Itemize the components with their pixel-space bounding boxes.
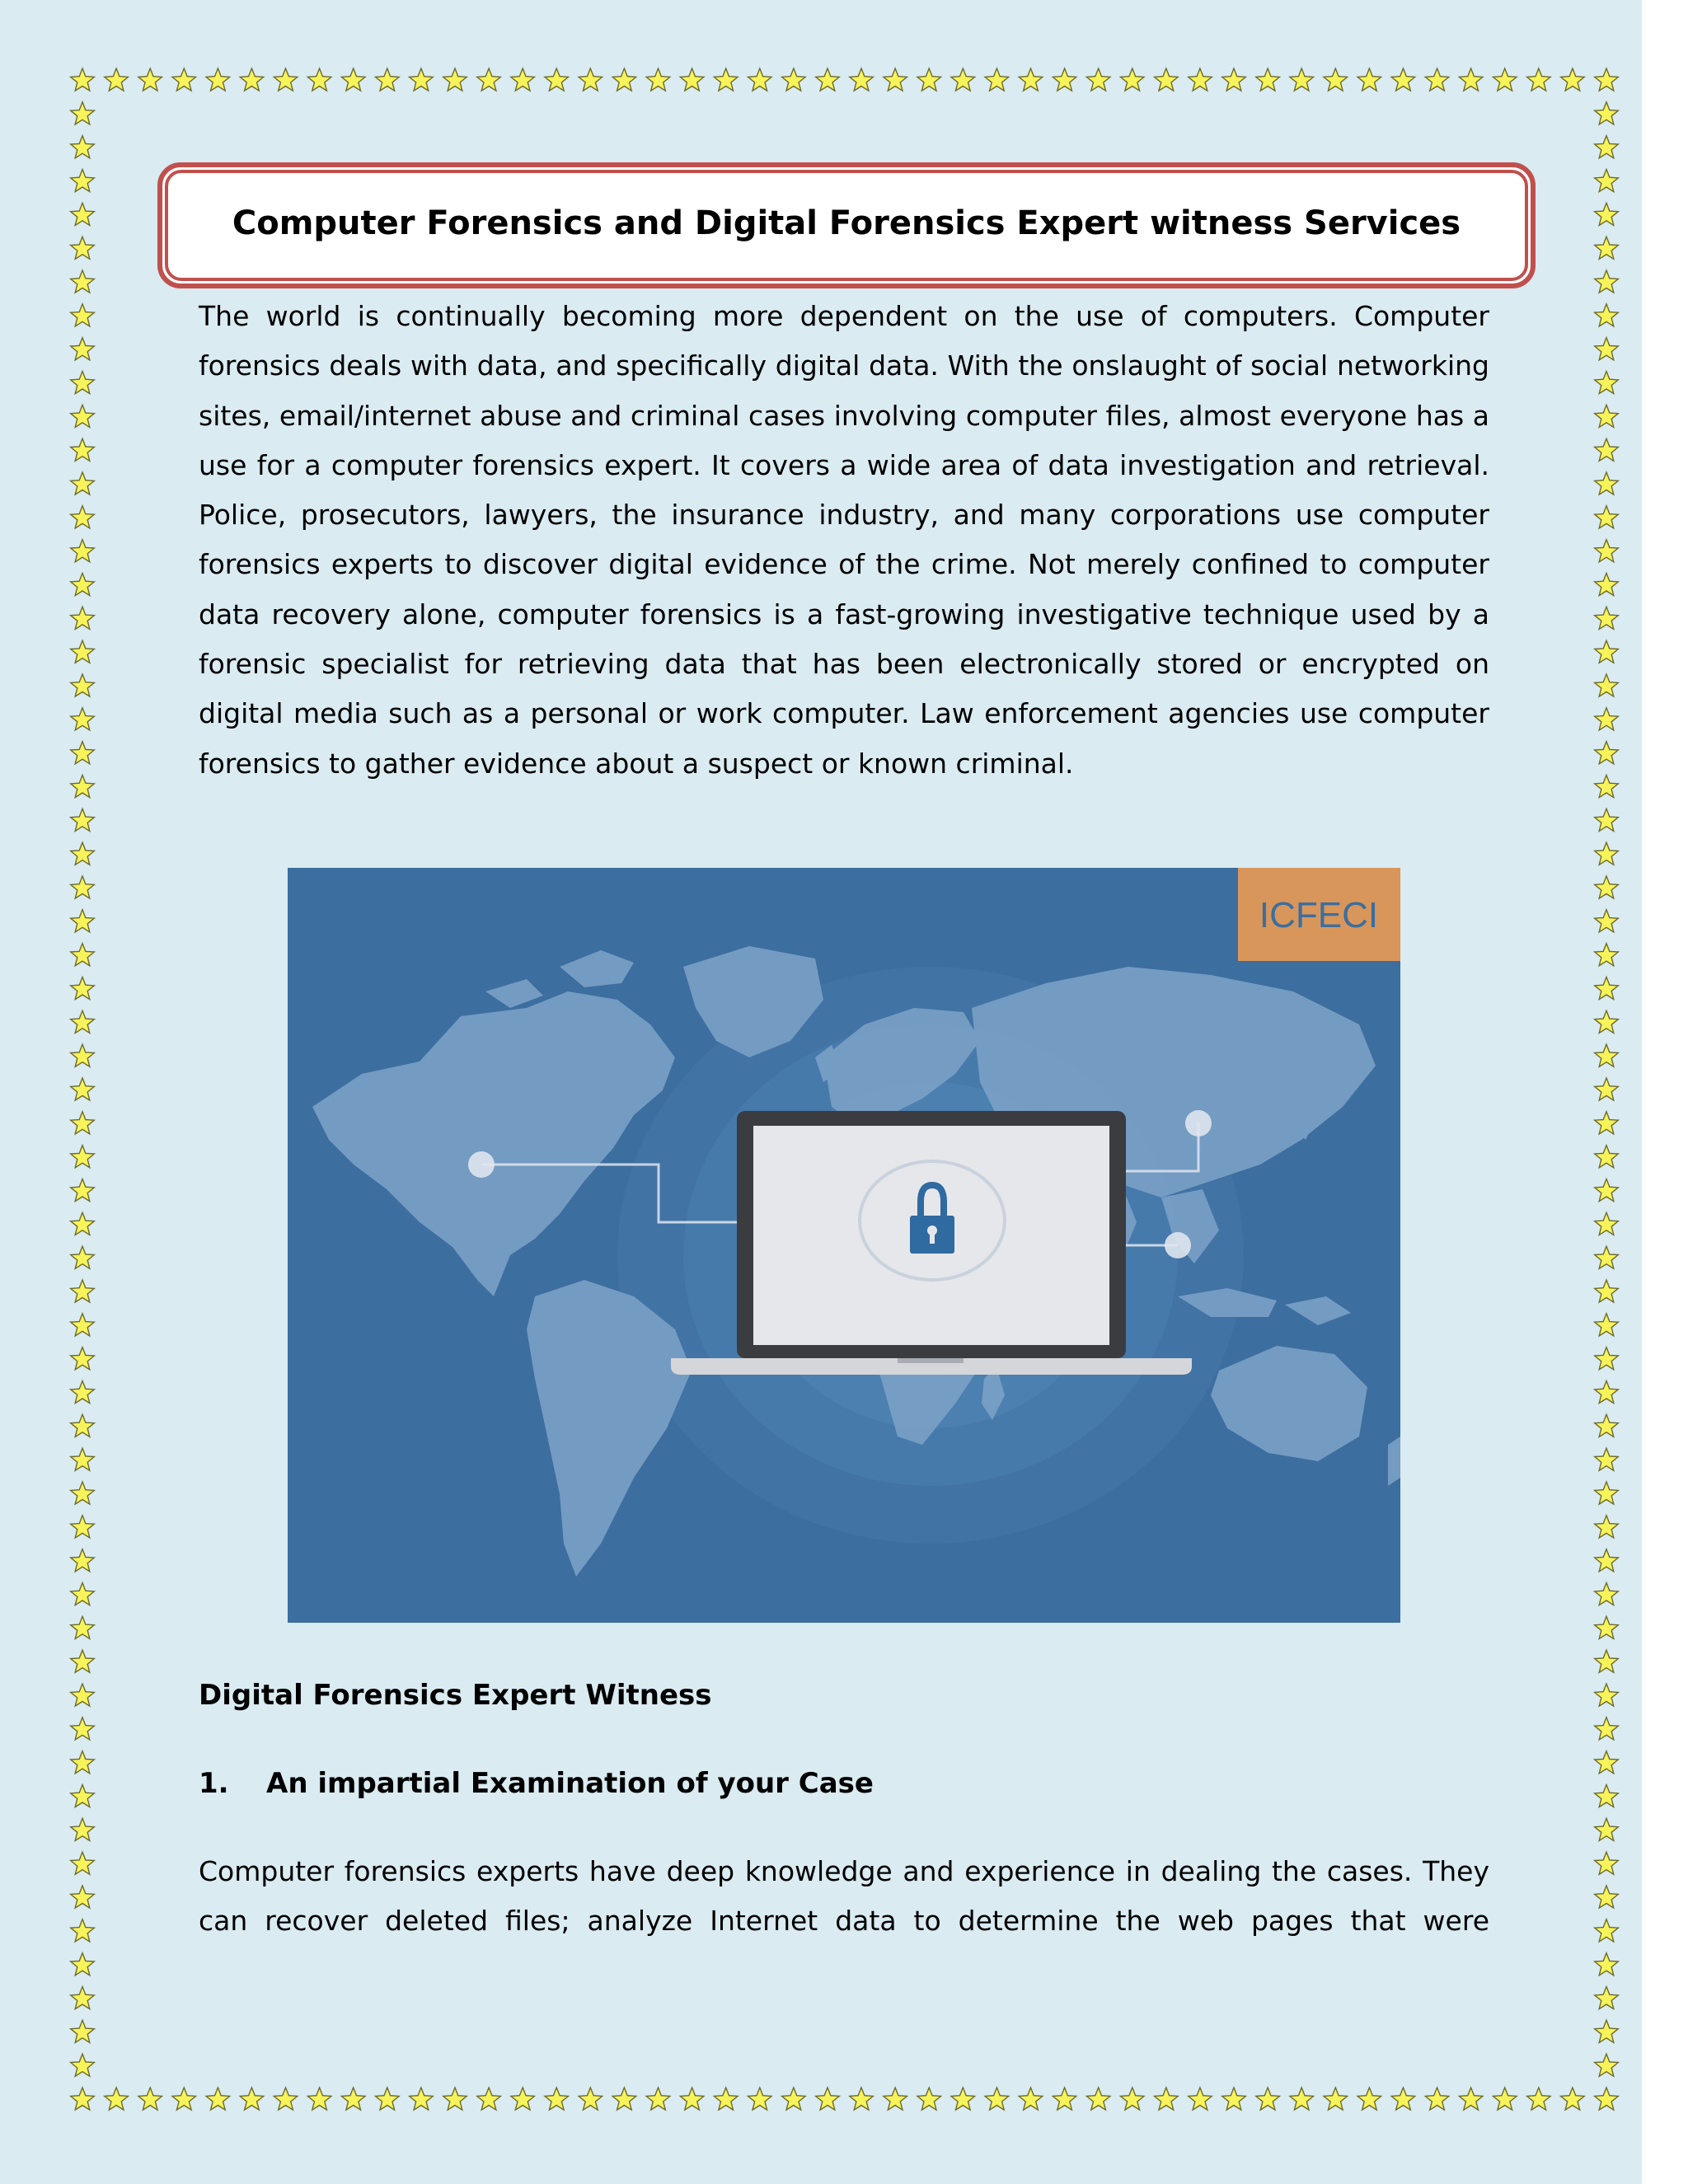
border-star <box>71 1987 95 2009</box>
border-star <box>1595 1919 1619 1942</box>
border-star <box>71 1718 95 1740</box>
border-star <box>71 405 95 427</box>
border-star <box>71 1179 95 1202</box>
border-star <box>511 2088 535 2110</box>
border-star <box>1290 2088 1314 2110</box>
border-star <box>71 1516 95 1538</box>
border-star <box>1527 68 1551 91</box>
border-star <box>1595 842 1619 865</box>
border-star <box>206 2088 230 2110</box>
border-star <box>1595 808 1619 831</box>
border-star <box>579 2088 603 2110</box>
border-star <box>71 2054 95 2076</box>
border-star <box>341 68 365 91</box>
border-star <box>71 506 95 528</box>
border-star <box>71 876 95 898</box>
border-star <box>71 372 95 394</box>
border-star <box>511 68 535 91</box>
border-star <box>71 1280 95 1302</box>
border-star <box>1595 1785 1619 1807</box>
section-heading: Digital Forensics Expert Witness <box>199 1679 712 1712</box>
border-star <box>71 1314 95 1336</box>
border-star <box>71 438 95 461</box>
border-star <box>443 2088 467 2110</box>
border-star <box>1595 405 1619 427</box>
border-star <box>1595 1516 1619 1538</box>
border-star <box>410 68 434 91</box>
border-star <box>1527 2088 1551 2110</box>
border-star <box>1595 506 1619 528</box>
border-star <box>274 2088 298 2110</box>
border-star <box>71 1381 95 1404</box>
border-star <box>71 1751 95 1774</box>
border-star <box>1222 68 1246 91</box>
border-star <box>680 68 704 91</box>
border-star <box>816 2088 840 2110</box>
border-star <box>1595 2088 1619 2110</box>
border-star <box>477 68 501 91</box>
border-star <box>71 1010 95 1033</box>
border-star <box>1595 977 1619 1000</box>
border-star <box>105 68 129 91</box>
border-star <box>1595 1616 1619 1638</box>
border-star <box>71 1684 95 1706</box>
border-star <box>71 1482 95 1504</box>
border-star <box>71 1212 95 1235</box>
border-star <box>1595 270 1619 293</box>
border-star <box>341 2088 365 2110</box>
border-star <box>1595 1987 1619 2009</box>
border-star <box>71 170 95 192</box>
border-star <box>1189 2088 1212 2110</box>
border-star <box>1595 540 1619 562</box>
border-star <box>240 2088 264 2110</box>
border-star <box>1121 68 1145 91</box>
border-star <box>1086 68 1110 91</box>
border-star <box>917 68 941 91</box>
border-star <box>71 68 95 91</box>
border-star <box>545 68 569 91</box>
border-star <box>1595 1650 1619 1672</box>
border-star <box>748 68 772 91</box>
border-star <box>71 304 95 326</box>
border-star <box>71 808 95 831</box>
border-star <box>71 910 95 932</box>
border-star <box>307 2088 331 2110</box>
border-star <box>71 742 95 764</box>
intro-paragraph: The world is continually becoming more dependent on the use of computers. Computer forensics deals with data, and specifically digital data. With the onslaught of social networking sites, email/internet abuse and criminal cases involving computer files, almost everyone has a use for a computer forensics expert. It covers a wide area of data investigation and retrieval. Police, prosecutors, lawyers, the insurance industry, and many corporations use computer forensics experts to discover digital evidence of the crime. Not merely confined to computer data recovery alone, computer forensics is a fast-growing investigative technique used by a forensic specialist for retrieving data that has been electronically stored or encrypted on digital media such as a personal or work computer. Law enforcement agencies use computer forensics to gather evidence about a suspect or known criminal. <box>199 300 1489 780</box>
border-star <box>1595 1684 1619 1706</box>
border-star <box>1290 68 1314 91</box>
border-star <box>71 472 95 494</box>
body-paragraph-2 <box>199 1847 1489 1947</box>
border-star <box>71 1044 95 1066</box>
border-star <box>1595 1112 1619 1134</box>
border-star <box>376 2088 400 2110</box>
border-star <box>443 68 467 91</box>
border-star <box>1595 910 1619 932</box>
logo-text: ICFECI <box>1259 895 1379 935</box>
border-star <box>782 2088 806 2110</box>
border-star <box>612 2088 636 2110</box>
border-star <box>1595 1718 1619 1740</box>
forensics-illustration <box>288 868 1400 1623</box>
border-star <box>376 68 400 91</box>
border-star <box>1595 607 1619 629</box>
border-star <box>1595 674 1619 696</box>
border-star <box>71 136 95 158</box>
border-star <box>1595 742 1619 764</box>
border-star <box>1595 876 1619 898</box>
border-star <box>71 1246 95 1268</box>
border-star <box>71 1146 95 1168</box>
border-star <box>1595 237 1619 259</box>
border-star <box>71 977 95 1000</box>
border-star <box>71 1414 95 1436</box>
border-star <box>1357 68 1381 91</box>
border-star <box>240 68 264 91</box>
border-star <box>71 1549 95 1572</box>
list-item-title: An impartial Examination of your Case <box>266 1767 874 1800</box>
border-star <box>1019 68 1043 91</box>
border-star <box>1595 1010 1619 1033</box>
border-star <box>1595 574 1619 596</box>
border-star <box>1324 68 1348 91</box>
border-star <box>850 2088 874 2110</box>
border-star <box>1493 68 1517 91</box>
border-star <box>1086 2088 1110 2110</box>
border-star <box>410 2088 434 2110</box>
title-box <box>157 162 1536 288</box>
border-star <box>1595 1078 1619 1100</box>
border-star <box>138 2088 162 2110</box>
border-star <box>1595 1314 1619 1336</box>
border-star <box>1595 1280 1619 1302</box>
border-star <box>1595 1818 1619 1840</box>
border-star <box>71 2020 95 2042</box>
border-star <box>71 1919 95 1942</box>
border-star <box>680 2088 704 2110</box>
border-star <box>1595 640 1619 663</box>
border-star <box>307 68 331 91</box>
document-title: Computer Forensics and Digital Forensics Expert witness Services <box>232 204 1461 242</box>
border-star <box>71 944 95 966</box>
border-star <box>1189 68 1212 91</box>
border-star <box>1595 944 1619 966</box>
border-star <box>1425 2088 1449 2110</box>
border-star <box>71 1818 95 1840</box>
border-star <box>1357 2088 1381 2110</box>
border-star <box>1595 1953 1619 1975</box>
border-star <box>71 842 95 865</box>
border-star <box>1595 203 1619 225</box>
border-star <box>1222 2088 1246 2110</box>
border-star <box>714 68 738 91</box>
border-star <box>71 203 95 225</box>
border-star <box>1595 1448 1619 1470</box>
border-star <box>1595 1044 1619 1066</box>
border-star <box>1053 2088 1076 2110</box>
border-star <box>1595 68 1619 91</box>
border-star <box>850 68 874 91</box>
icfeci-logo <box>1238 868 1400 961</box>
border-star <box>71 1785 95 1807</box>
border-star <box>951 2088 975 2110</box>
border-star <box>782 68 806 91</box>
border-star <box>1595 1549 1619 1572</box>
border-star <box>1425 68 1449 91</box>
border-star <box>1595 1381 1619 1404</box>
border-star <box>714 2088 738 2110</box>
border-star <box>1391 2088 1415 2110</box>
border-star <box>1595 1482 1619 1504</box>
border-star <box>1595 304 1619 326</box>
border-star <box>1595 1146 1619 1168</box>
list-item-heading <box>199 1765 874 1802</box>
border-star <box>71 1583 95 1605</box>
border-star <box>71 1953 95 1975</box>
border-star <box>748 2088 772 2110</box>
border-star <box>206 68 230 91</box>
border-star <box>71 2088 95 2110</box>
border-star <box>1459 68 1483 91</box>
border-star <box>71 674 95 696</box>
border-star <box>1324 2088 1348 2110</box>
border-star <box>1595 2054 1619 2076</box>
border-star <box>71 1650 95 1672</box>
border-star <box>71 270 95 293</box>
border-star <box>646 68 670 91</box>
border-star <box>71 708 95 730</box>
border-star <box>1595 2020 1619 2042</box>
border-star <box>884 68 907 91</box>
border-star <box>71 776 95 798</box>
border-star <box>1561 2088 1585 2110</box>
border-star <box>816 68 840 91</box>
border-star <box>1595 472 1619 494</box>
border-star <box>1053 68 1076 91</box>
border-star <box>71 1616 95 1638</box>
border-star <box>1595 372 1619 394</box>
border-star <box>1561 68 1585 91</box>
border-star <box>1595 170 1619 192</box>
border-star <box>71 338 95 360</box>
border-star <box>1256 2088 1280 2110</box>
border-star <box>1595 1751 1619 1774</box>
border-star <box>172 2088 196 2110</box>
border-star <box>105 2088 129 2110</box>
border-star <box>71 640 95 663</box>
border-star <box>71 1852 95 1874</box>
border-star <box>1459 2088 1483 2110</box>
border-star <box>1595 1347 1619 1370</box>
border-star <box>274 68 298 91</box>
border-star <box>1493 2088 1517 2110</box>
border-star <box>477 2088 501 2110</box>
border-star <box>71 574 95 596</box>
border-star <box>71 1886 95 1908</box>
border-star <box>646 2088 670 2110</box>
border-star <box>1595 438 1619 461</box>
border-star <box>1121 2088 1145 2110</box>
border-star <box>1256 68 1280 91</box>
border-star <box>71 607 95 629</box>
border-star <box>579 68 603 91</box>
border-star <box>1595 1886 1619 1908</box>
border-star <box>172 68 196 91</box>
border-star <box>985 68 1009 91</box>
border-star <box>71 1448 95 1470</box>
border-star <box>1391 68 1415 91</box>
border-star <box>71 1078 95 1100</box>
border-star <box>1595 776 1619 798</box>
border-star <box>71 540 95 562</box>
border-star <box>545 2088 569 2110</box>
border-star <box>1155 68 1179 91</box>
border-star <box>1595 1212 1619 1235</box>
border-star <box>71 1347 95 1370</box>
border-star <box>1595 102 1619 124</box>
border-star <box>71 1112 95 1134</box>
border-star <box>1595 1852 1619 1874</box>
border-star <box>1155 2088 1179 2110</box>
border-star <box>1595 1246 1619 1268</box>
border-star <box>1595 1179 1619 1202</box>
border-star <box>951 68 975 91</box>
border-star <box>1595 1414 1619 1436</box>
border-star <box>612 68 636 91</box>
border-star <box>138 68 162 91</box>
border-star <box>1019 2088 1043 2110</box>
paragraph-2-text: Computer forensics experts have deep knowledge and experience in dealing the cases. They can recover deleted files; analyze Internet data to determine the web pages that were <box>199 1855 1489 1938</box>
border-star <box>71 102 95 124</box>
border-star <box>1595 708 1619 730</box>
border-star <box>917 2088 941 2110</box>
border-star <box>985 2088 1009 2110</box>
border-star <box>1595 338 1619 360</box>
border-star <box>71 237 95 259</box>
border-star <box>884 2088 907 2110</box>
world-map-laptop-image <box>288 868 1400 1623</box>
border-star <box>1595 1583 1619 1605</box>
list-item-number: 1. <box>199 1767 229 1800</box>
border-star <box>1595 136 1619 158</box>
